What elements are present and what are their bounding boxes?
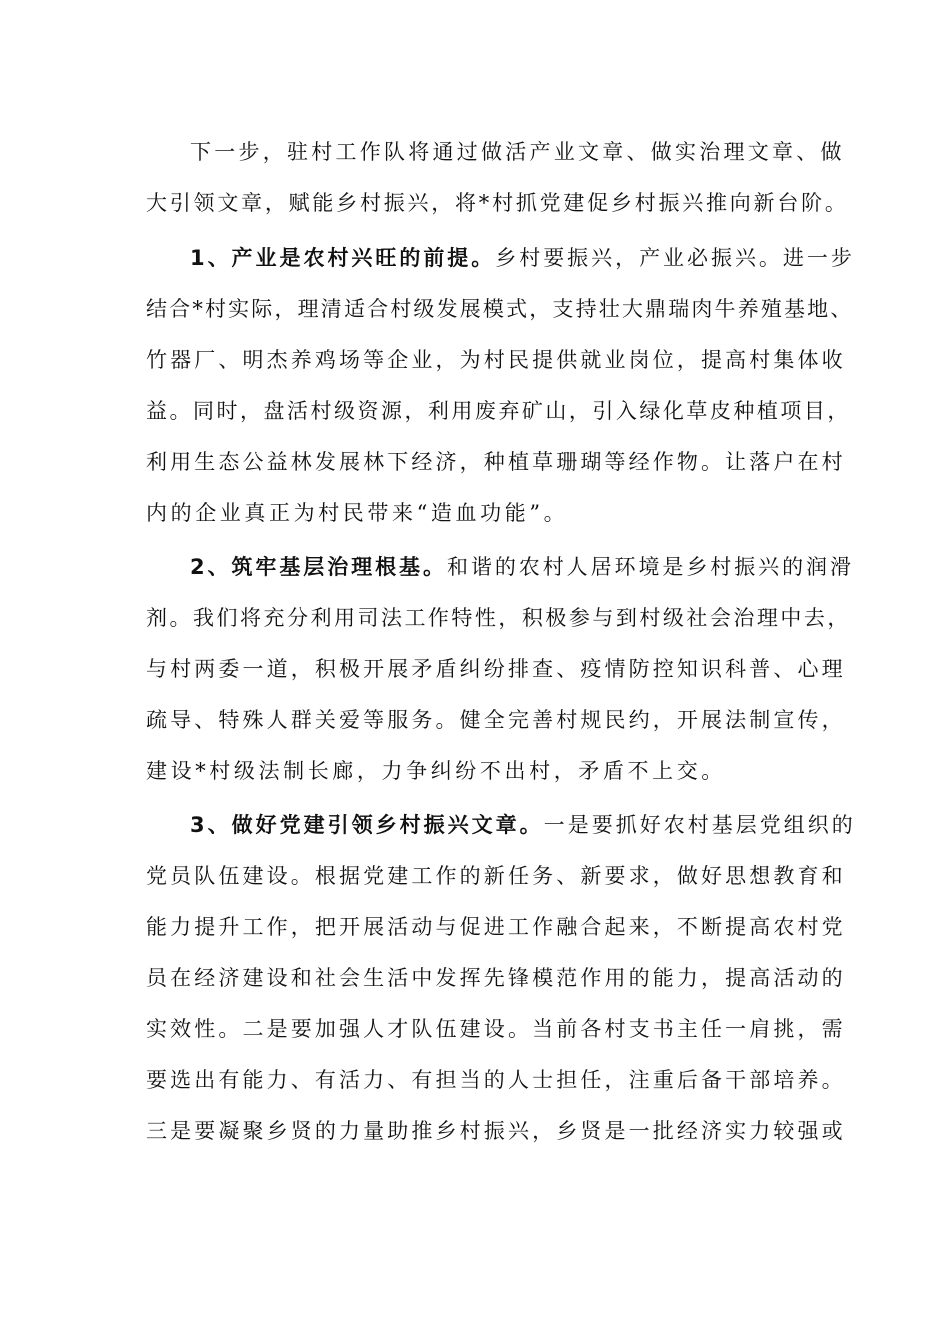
paragraph-2-line-1 xyxy=(0,236,950,280)
paragraph-3-line-3 xyxy=(0,647,950,691)
text: 竹器厂、明杰养鸡场等企业，为村民提供就业岗位，提高村集体收 xyxy=(146,348,846,372)
paragraph-2-line-6 xyxy=(0,491,950,535)
text: 乡村要振兴，产业必振兴。进一步 xyxy=(495,246,855,270)
paragraph-3-line-5 xyxy=(0,749,950,793)
paragraph-4-line-4 xyxy=(0,956,950,1000)
paragraph-3-line-1 xyxy=(0,545,950,589)
paragraph-4-line-5 xyxy=(0,1007,950,1051)
text: 下一步，驻村工作队将通过做活产业文章、做实治理文章、做 xyxy=(190,140,845,164)
paragraph-4-line-6 xyxy=(0,1058,950,1102)
paragraph-2-line-4 xyxy=(0,389,950,433)
heading-text: 2、筑牢基层治理根基。 xyxy=(190,555,447,579)
paragraph-1-line-2 xyxy=(0,181,950,225)
paragraph-4-line-1 xyxy=(0,803,950,847)
heading-text: 3、做好党建引领乡村振兴文章。 xyxy=(190,813,544,837)
text: 与村两委一道，积极开展矛盾纠纷排查、疫情防控知识科普、心理 xyxy=(146,657,846,681)
text: 剂。我们将充分利用司法工作特性，积极参与到村级社会治理中去， xyxy=(146,606,851,630)
text: 利用生态公益林发展林下经济，种植草珊瑚等经作物。让落户在村 xyxy=(146,450,846,474)
heading-text: 1、产业是农村兴旺的前提。 xyxy=(190,246,496,270)
text: 一是要抓好农村基层党组织的 xyxy=(543,813,856,837)
text: 三是要凝聚乡贤的力量助推乡村振兴，乡贤是一批经济实力较强或 xyxy=(146,1119,846,1143)
text: 要选出有能力、有活力、有担当的人士担任，注重后备干部培养。 xyxy=(146,1068,846,1092)
text: 党员队伍建设。根据党建工作的新任务、新要求，做好思想教育和 xyxy=(146,864,846,888)
text: 和谐的农村人居环境是乡村振兴的润滑 xyxy=(446,555,854,579)
paragraph-4-line-3 xyxy=(0,905,950,949)
paragraph-2-line-2 xyxy=(0,287,950,331)
paragraph-4-line-7 xyxy=(0,1109,950,1153)
text: 内的企业真正为村民带来“造血功能”。 xyxy=(146,501,569,525)
text: 益。同时，盘活村级资源，利用废弃矿山，引入绿化草皮种植项目， xyxy=(146,399,851,423)
text: 结合*村实际，理清适合村级发展模式，支持壮大鼎瑞肉牛养殖基地、 xyxy=(146,297,854,321)
paragraph-4-line-2 xyxy=(0,854,950,898)
text: 实效性。二是要加强人才队伍建设。当前各村支书主任一肩挑，需 xyxy=(146,1017,846,1041)
text: 建设*村级法制长廊，力争纠纷不出村，矛盾不上交。 xyxy=(146,759,726,783)
text: 疏导、特殊人群关爱等服务。健全完善村规民约，开展法制宣传， xyxy=(146,708,846,732)
paragraph-2-line-5 xyxy=(0,440,950,484)
paragraph-3-line-2 xyxy=(0,596,950,640)
text: 员在经济建设和社会生活中发挥先锋模范作用的能力，提高活动的 xyxy=(146,966,846,990)
paragraph-3-line-4 xyxy=(0,698,950,742)
text: 大引领文章，赋能乡村振兴，将*村抓党建促乡村振兴推向新台阶。 xyxy=(146,191,849,215)
paragraph-2-line-3 xyxy=(0,338,950,382)
text: 能力提升工作，把开展活动与促进工作融合起来，不断提高农村党 xyxy=(146,915,846,939)
paragraph-1-line-1 xyxy=(0,130,950,174)
